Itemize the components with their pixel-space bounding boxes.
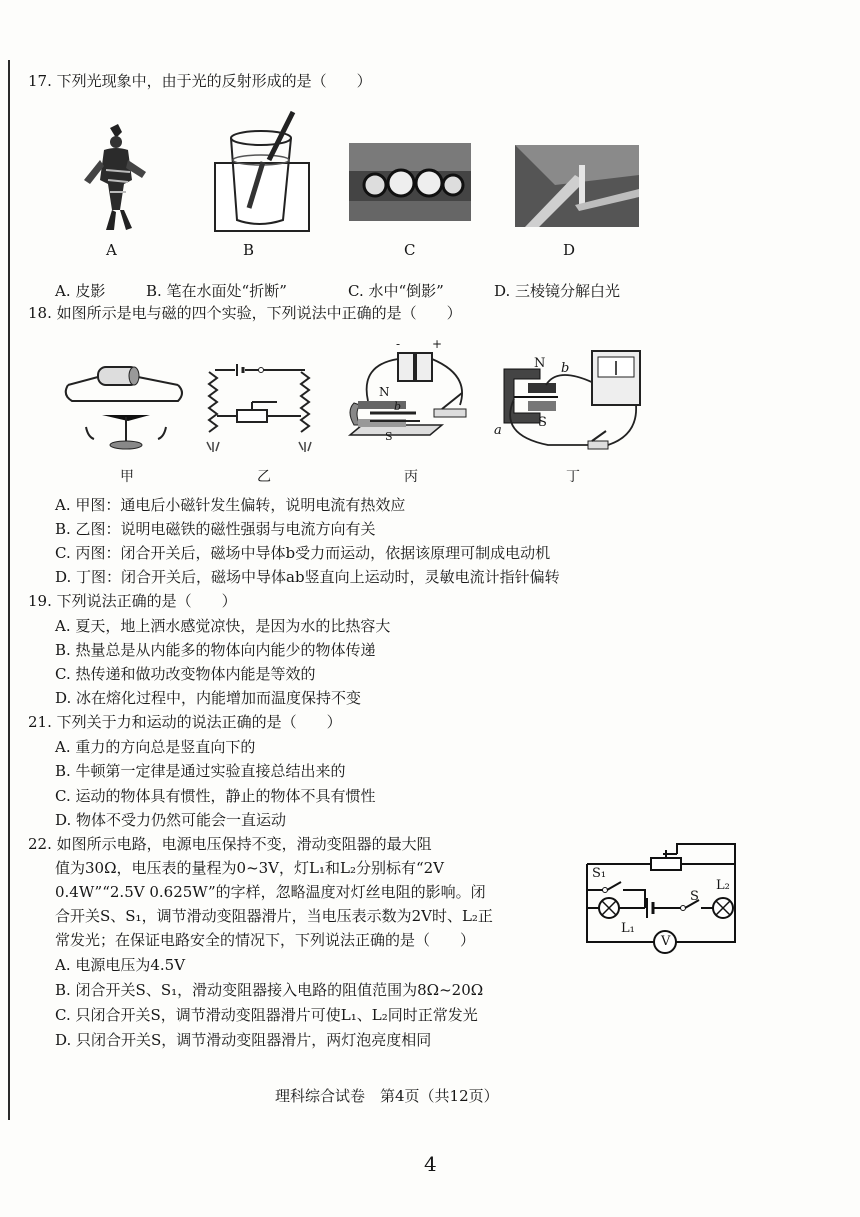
q22-circuit-label-s: S (690, 889, 699, 904)
q21-option-a: A. 重力的方向总是竖直向下的 (55, 738, 256, 756)
q18-bing-label-minus: - (396, 337, 401, 351)
q18-label-ding: 丁 (566, 469, 580, 485)
q17-label-b: B (243, 241, 255, 259)
page-footer: 理科综合试卷 第4页（共12页） (275, 1087, 499, 1105)
q17-figure-c-reflection-photo (349, 143, 471, 221)
q18-figure-yi-electromagnets (197, 362, 327, 457)
q22-circuit-diagram (585, 840, 750, 970)
q21-option-c: C. 运动的物体具有惯性，静止的物体不具有惯性 (55, 787, 376, 805)
q18-bing-label-s: S (385, 430, 393, 443)
q18-ding-label-a: a (494, 423, 502, 438)
q18-figure-jia-oersted (58, 355, 188, 460)
q19-stem: 19. 下列说法正确的是（ ） (28, 592, 237, 610)
q22-option-a: A. 电源电压为4.5V (55, 956, 186, 974)
q18-label-yi: 乙 (257, 469, 271, 485)
q19-option-b: B. 热量总是从内能多的物体向内能少的物体传递 (55, 641, 376, 659)
q18-ding-label-s: S (538, 415, 547, 430)
q21-stem: 21. 下列关于力和运动的说法正确的是（ ） (28, 713, 342, 731)
binding-margin-line (8, 60, 10, 1120)
q18-ding-label-b: b (561, 361, 570, 376)
q18-label-bing: 丙 (404, 469, 418, 485)
q18-figure-bing-motor-principle (330, 345, 480, 455)
q18-option-c: C. 丙图：闭合开关后，磁场中导体b受力而运动，依据该原理可制成电动机 (55, 544, 551, 562)
q17-figure-d-prism-photo (515, 145, 639, 227)
q17-option-d: D. 三棱镜分解白光 (494, 282, 621, 300)
q22-option-d: D. 只闭合开关S，调节滑动变阻器滑片，两灯泡亮度相同 (55, 1031, 432, 1049)
q19-option-d: D. 冰在熔化过程中，内能增加而温度保持不变 (55, 689, 362, 707)
page-number: 4 (424, 1152, 437, 1176)
q18-ding-label-n: N (534, 356, 546, 371)
q22-stem-line-2: 值为30Ω，电压表的量程为0~3V，灯L₁和L₂分别标有“2V (55, 859, 445, 877)
q21-option-b: B. 牛顿第一定律是通过实验直接总结出来的 (55, 762, 346, 780)
q17-label-a: A (106, 241, 117, 259)
q18-stem: 18. 如图所示是电与磁的四个实验，下列说法中正确的是（ ） (28, 304, 462, 322)
q17-figure-b-glass-with-pen (213, 108, 313, 233)
q22-stem-line-5: 常发光；在保证电路安全的情况下，下列说法正确的是（ ） (55, 931, 476, 949)
q19-option-a: A. 夏天，地上洒水感觉凉快，是因为水的比热容大 (55, 617, 391, 635)
q21-option-d: D. 物体不受力仍然可能会一直运动 (55, 811, 287, 829)
q22-circuit-label-l2: L₂ (716, 878, 730, 893)
q17-stem: 17. 下列光现象中，由于光的反射形成的是（ ） (28, 72, 372, 90)
q22-option-c: C. 只闭合开关S，调节滑动变阻器滑片可使L₁、L₂同时正常发光 (55, 1006, 478, 1024)
q18-bing-label-n: N (379, 385, 390, 399)
q17-figure-a-shadow-puppet (70, 120, 160, 235)
q18-label-jia: 甲 (120, 469, 134, 485)
q17-label-d: D (563, 241, 576, 259)
q17-option-b: B. 笔在水面处“折断” (146, 282, 287, 300)
q22-circuit-label-s1: S₁ (592, 866, 607, 881)
q18-option-a: A. 甲图：通电后小磁针发生偏转，说明电流有热效应 (55, 496, 406, 514)
q22-circuit-label-l1: L₁ (621, 921, 635, 936)
q22-stem-line-3: 0.4W”“2.5V 0.625W”的字样，忽略温度对灯丝电阻的影响。闭 (55, 883, 486, 901)
q19-option-c: C. 热传递和做功改变物体内能是等效的 (55, 665, 316, 683)
q17-option-c: C. 水中“倒影” (348, 282, 444, 300)
q22-circuit-label-v: V (661, 934, 671, 949)
q17-label-c: C (404, 241, 416, 259)
q17-option-a: A. 皮影 (55, 282, 106, 300)
q18-bing-label-b: b (394, 400, 402, 413)
q18-option-b: B. 乙图：说明电磁铁的磁性强弱与电流方向有关 (55, 520, 376, 538)
q18-option-d: D. 丁图：闭合开关后，磁场中导体ab竖直向上运动时，灵敏电流计指针偏转 (55, 568, 560, 586)
q22-option-b: B. 闭合开关S、S₁，滑动变阻器接入电路的阻值范围为8Ω~20Ω (55, 981, 484, 999)
q22-stem-line-1: 22. 如图所示电路，电源电压保持不变，滑动变阻器的最大阻 (28, 835, 432, 853)
q22-stem-line-4: 合开关S、S₁，调节滑动变阻器滑片，当电压表示数为2V时、L₂正 (55, 907, 493, 925)
q18-bing-label-plus: + (432, 337, 443, 351)
